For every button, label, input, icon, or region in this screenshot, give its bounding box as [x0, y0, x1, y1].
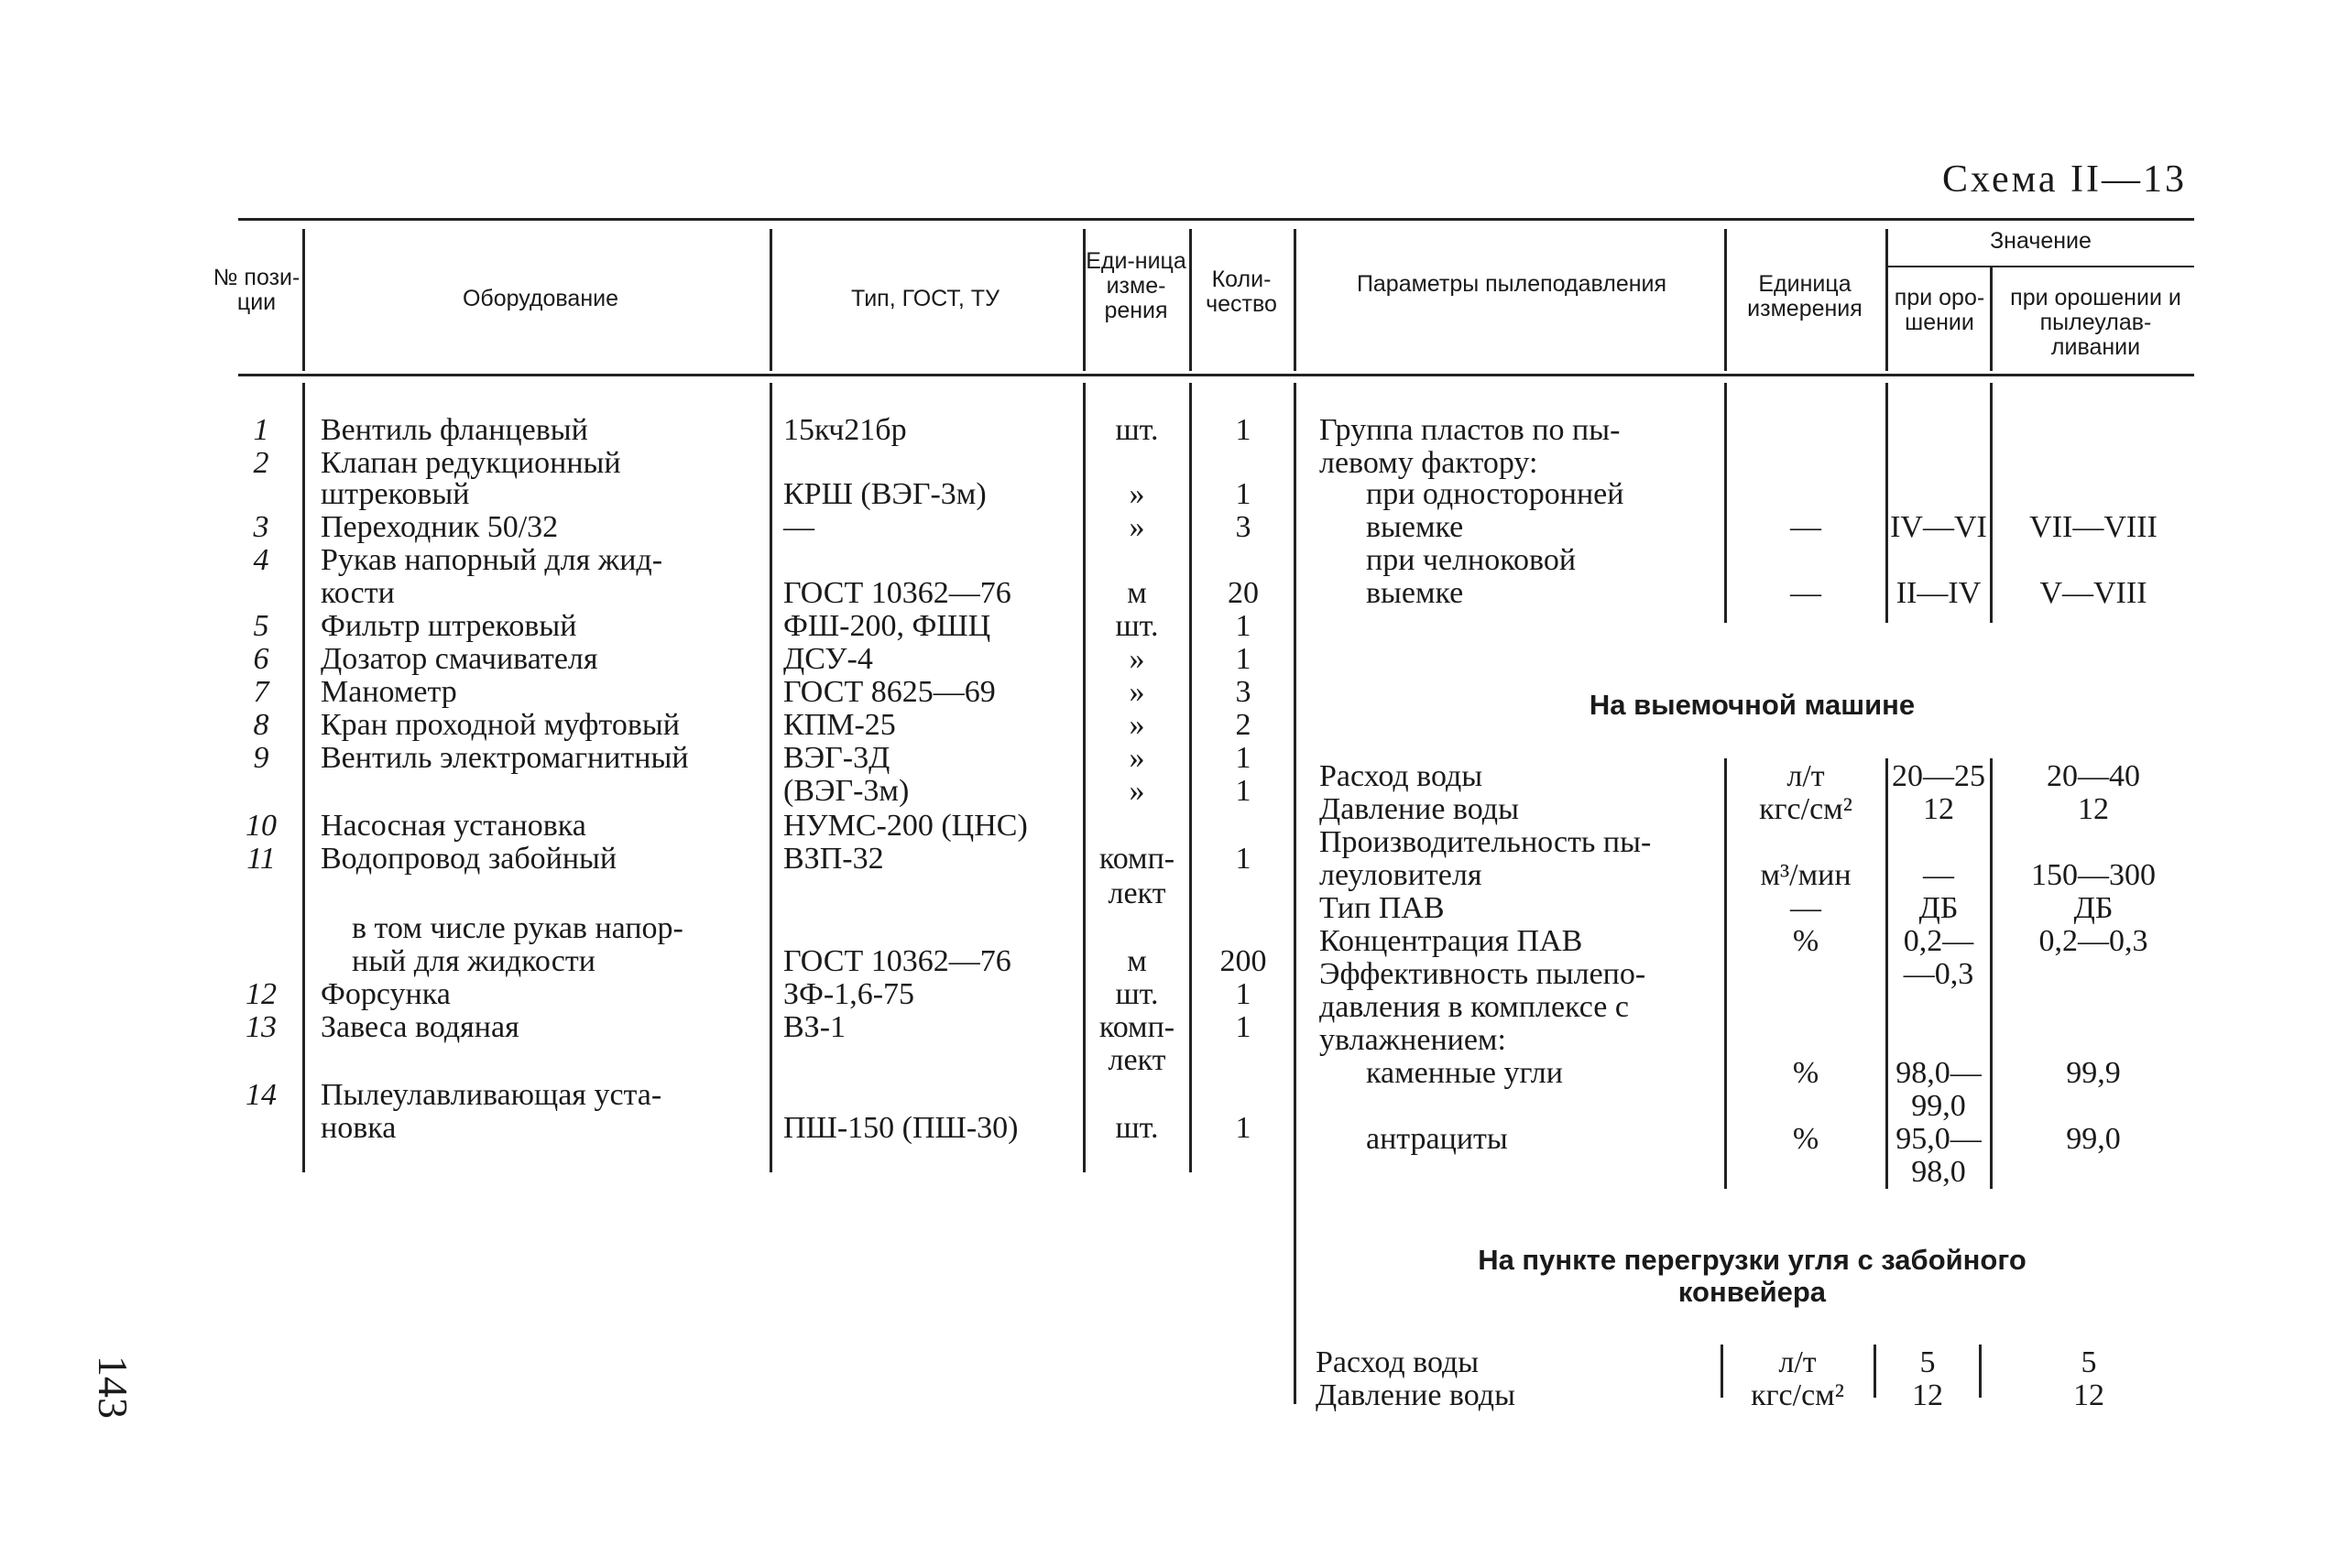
param-cell: выемке — [1319, 576, 1464, 610]
unit-cell: % — [1792, 1056, 1819, 1090]
unit-cell: % — [1792, 1122, 1819, 1156]
unit-cell: лект — [1108, 1043, 1166, 1077]
unit-cell: » — [1129, 477, 1145, 511]
unit-cell: » — [1129, 642, 1145, 676]
qty-cell: 1 — [1235, 842, 1251, 876]
qty-cell: 1 — [1235, 642, 1251, 676]
qty-cell: 1 — [1235, 609, 1251, 643]
unit-cell: м — [1127, 944, 1147, 978]
qty-cell: 1 — [1235, 774, 1251, 808]
header-params: Параметры пылеподавления — [1356, 271, 1667, 297]
value2-cell: 0,2—0,3 — [2038, 924, 2148, 958]
type-cell: ПШ-150 (ПШ-30) — [783, 1111, 1019, 1145]
row-number: 7 — [253, 675, 269, 709]
unit-cell: кгс/см² — [1759, 792, 1852, 826]
value2-cell: V—VIII — [2039, 576, 2147, 610]
equipment-cell: штрековый — [321, 477, 470, 511]
equipment-cell: в том числе рукав напор- — [321, 911, 683, 945]
value1-cell: —0,3 — [1903, 957, 1974, 991]
param-cell: Расход воды — [1316, 1345, 1480, 1379]
qty-cell: 1 — [1235, 477, 1251, 511]
col-divider — [1885, 229, 1888, 371]
type-cell: ФШ-200, ФШЦ — [783, 609, 991, 643]
header-equipment: Оборудование — [462, 286, 619, 311]
unit-cell: » — [1129, 708, 1145, 742]
row-number: 5 — [253, 609, 269, 643]
col-divider — [302, 229, 305, 371]
param-cell: Эффективность пылепо- — [1319, 957, 1646, 991]
param-cell: антрациты — [1319, 1122, 1508, 1156]
equipment-cell: Переходник 50/32 — [321, 510, 559, 544]
qty-cell: 3 — [1235, 510, 1251, 544]
equipment-cell: Вентиль фланцевый — [321, 413, 588, 447]
type-cell: ГОСТ 8625—69 — [783, 675, 996, 709]
equipment-cell: кости — [321, 576, 395, 610]
qty-cell: 20 — [1228, 576, 1259, 610]
equipment-cell: Пылеулавливающая уста- — [321, 1078, 662, 1112]
row-number: 1 — [253, 413, 269, 447]
row-number: 10 — [246, 809, 277, 843]
row-number: 14 — [246, 1078, 277, 1112]
value1-cell: ДБ — [1918, 891, 1959, 925]
row-number: 9 — [253, 741, 269, 775]
top-rule — [238, 218, 2194, 221]
row-number: 6 — [253, 642, 269, 676]
unit-cell: л/т — [1786, 759, 1825, 793]
col-divider — [770, 229, 772, 371]
param-cell: Группа пластов по пы- — [1319, 413, 1621, 447]
equipment-cell: Вентиль электромагнитный — [321, 741, 689, 775]
value-subheader-rule — [1887, 266, 2194, 267]
col-divider — [1189, 383, 1192, 1172]
param-cell: левому фактору: — [1319, 446, 1538, 480]
equipment-cell: ный для жидкости — [321, 944, 595, 978]
value1-cell: 0,2— — [1903, 924, 1974, 958]
qty-cell: 200 — [1219, 944, 1267, 978]
value2-cell: 99,0 — [2066, 1122, 2121, 1156]
header-r-unit: Единица измерения — [1747, 271, 1863, 321]
header-rule — [238, 374, 2194, 376]
value2-cell: 150—300 — [2031, 858, 2156, 892]
qty-cell: 1 — [1235, 977, 1251, 1011]
param-cell: Давление воды — [1319, 792, 1519, 826]
header-val1: при оро-шении — [1894, 285, 1985, 335]
equipment-cell: новка — [321, 1111, 397, 1145]
row-number: 8 — [253, 708, 269, 742]
value1-cell: 95,0— — [1895, 1122, 1982, 1156]
param-cell: леуловителя — [1319, 858, 1482, 892]
col-divider — [1990, 758, 1993, 1189]
qty-cell: 2 — [1235, 708, 1251, 742]
qty-cell: 3 — [1235, 675, 1251, 709]
unit-cell: » — [1129, 675, 1145, 709]
value2-cell: ДБ — [2073, 891, 2114, 925]
value2-cell: VII—VIII — [2029, 510, 2158, 544]
type-cell: (ВЭГ-3м) — [783, 774, 910, 808]
equipment-cell: Форсунка — [321, 977, 451, 1011]
col-divider — [1990, 267, 1993, 371]
param-cell: Расход воды — [1319, 759, 1483, 793]
col-divider — [1294, 383, 1296, 1404]
qty-cell: 1 — [1235, 1010, 1251, 1044]
equipment-cell: Дозатор смачивателя — [321, 642, 598, 676]
value1-cell: 20—25 — [1892, 759, 1985, 793]
value1-cell: II—IV — [1895, 576, 1982, 610]
type-cell: 15кч21бр — [783, 413, 907, 447]
value2-cell: 12 — [2073, 1378, 2104, 1412]
param-cell: Тип ПАВ — [1319, 891, 1445, 925]
scheme-title: Схема II—13 — [1942, 158, 2188, 201]
type-cell: ГОСТ 10362—76 — [783, 576, 1011, 610]
param-cell: увлажнением: — [1319, 1023, 1506, 1057]
col-divider — [302, 383, 305, 1172]
row-number: 13 — [246, 1010, 277, 1044]
unit-cell: шт. — [1115, 413, 1159, 447]
unit-cell: — — [1790, 510, 1821, 544]
col-divider — [1724, 383, 1727, 623]
value2-cell: 12 — [2078, 792, 2109, 826]
unit-cell: м³/мин — [1760, 858, 1852, 892]
param-cell: при челноковой — [1319, 543, 1577, 577]
col-divider — [1294, 229, 1296, 371]
col-divider — [1721, 1345, 1723, 1398]
unit-cell: » — [1129, 510, 1145, 544]
type-cell: КРШ (ВЭГ-3м) — [783, 477, 987, 511]
equipment-cell: Насосная установка — [321, 809, 586, 843]
value2-cell: 5 — [2081, 1345, 2097, 1379]
equipment-cell: Рукав напорный для жид- — [321, 543, 663, 577]
unit-cell: лект — [1108, 877, 1166, 910]
param-cell: Производительность пы- — [1319, 825, 1652, 859]
value1-cell: 5 — [1919, 1345, 1936, 1379]
equipment-cell: Фильтр штрековый — [321, 609, 577, 643]
unit-cell: комп- — [1098, 1010, 1175, 1044]
equipment-cell: Клапан редукционный — [321, 446, 621, 480]
type-cell: ДСУ-4 — [783, 642, 873, 676]
unit-cell: % — [1792, 924, 1819, 958]
col-divider — [1990, 383, 1993, 623]
equipment-cell: Водопровод забойный — [321, 842, 617, 876]
row-number: 3 — [253, 510, 269, 544]
col-divider — [1724, 758, 1727, 1189]
header-val2: при орошении и пылеулав-ливании — [2010, 285, 2181, 360]
param-cell: давления в комплексе с — [1319, 990, 1629, 1024]
header-pos: № пози-ции — [213, 265, 300, 315]
param-cell: каменные угли — [1319, 1056, 1563, 1090]
value1-cell: 12 — [1923, 792, 1954, 826]
qty-cell: 1 — [1235, 741, 1251, 775]
value1-cell: 98,0— — [1895, 1056, 1982, 1090]
value1-cell: 99,0 — [1911, 1089, 1966, 1123]
equipment-cell: Завеса водяная — [321, 1010, 519, 1044]
param-cell: Концентрация ПАВ — [1319, 924, 1583, 958]
row-number: 11 — [246, 842, 276, 876]
value1-cell: 98,0 — [1911, 1155, 1966, 1189]
type-cell: НУМС-200 (ЦНС) — [783, 809, 1028, 843]
header-value: Значение — [1990, 228, 2092, 254]
qty-cell: 1 — [1235, 413, 1251, 447]
col-divider — [1979, 1345, 1982, 1398]
value1-cell: 12 — [1912, 1378, 1943, 1412]
row-number: 2 — [253, 446, 269, 480]
value1-cell: — — [1923, 858, 1954, 892]
value1-cell: IV—VI — [1890, 510, 1987, 544]
unit-cell: шт. — [1115, 977, 1159, 1011]
section-title-cutting-machine: На выемочной машине — [1589, 689, 1916, 721]
unit-cell: шт. — [1115, 609, 1159, 643]
page-number: 143 — [90, 1356, 137, 1419]
type-cell: ВЗ-1 — [783, 1010, 847, 1044]
type-cell: ЗФ-1,6-75 — [783, 977, 915, 1011]
value2-cell: 20—40 — [2047, 759, 2140, 793]
header-qty: Коли-чество — [1206, 267, 1277, 317]
row-number: 12 — [246, 977, 277, 1011]
col-divider — [1189, 229, 1192, 371]
unit-cell: л/т — [1778, 1345, 1817, 1379]
param-cell: выемке — [1319, 510, 1464, 544]
param-cell: Давление воды — [1316, 1378, 1515, 1412]
unit-cell: — — [1790, 891, 1821, 925]
type-cell: ВЭГ-3Д — [783, 741, 890, 775]
header-type: Тип, ГОСТ, ТУ — [851, 286, 1000, 311]
col-divider — [1083, 383, 1086, 1172]
type-cell: ВЗП-32 — [783, 842, 884, 876]
value2-cell: 99,9 — [2066, 1056, 2121, 1090]
unit-cell: » — [1129, 774, 1145, 808]
equipment-cell: Манометр — [321, 675, 457, 709]
unit-cell: м — [1127, 576, 1147, 610]
col-divider — [770, 383, 772, 1172]
unit-cell: шт. — [1115, 1111, 1159, 1145]
type-cell: — — [783, 510, 814, 544]
type-cell: ГОСТ 10362—76 — [783, 944, 1011, 978]
unit-cell: — — [1790, 576, 1821, 610]
unit-cell: кгс/см² — [1751, 1378, 1844, 1412]
header-unit: Еди-ница изме-рения — [1086, 248, 1186, 323]
unit-cell: » — [1129, 741, 1145, 775]
section-title-transfer-point-cont: конвейера — [1677, 1276, 1827, 1308]
unit-cell: комп- — [1098, 842, 1175, 876]
col-divider — [1083, 229, 1086, 371]
qty-cell: 1 — [1235, 1111, 1251, 1145]
section-title-transfer-point: На пункте перегрузки угля с забойного — [1478, 1244, 2027, 1276]
param-cell: при односторонней — [1319, 477, 1624, 511]
type-cell: КПМ-25 — [783, 708, 896, 742]
equipment-cell: Кран проходной муфтовый — [321, 708, 680, 742]
row-number: 4 — [253, 543, 269, 577]
col-divider — [1724, 229, 1727, 371]
